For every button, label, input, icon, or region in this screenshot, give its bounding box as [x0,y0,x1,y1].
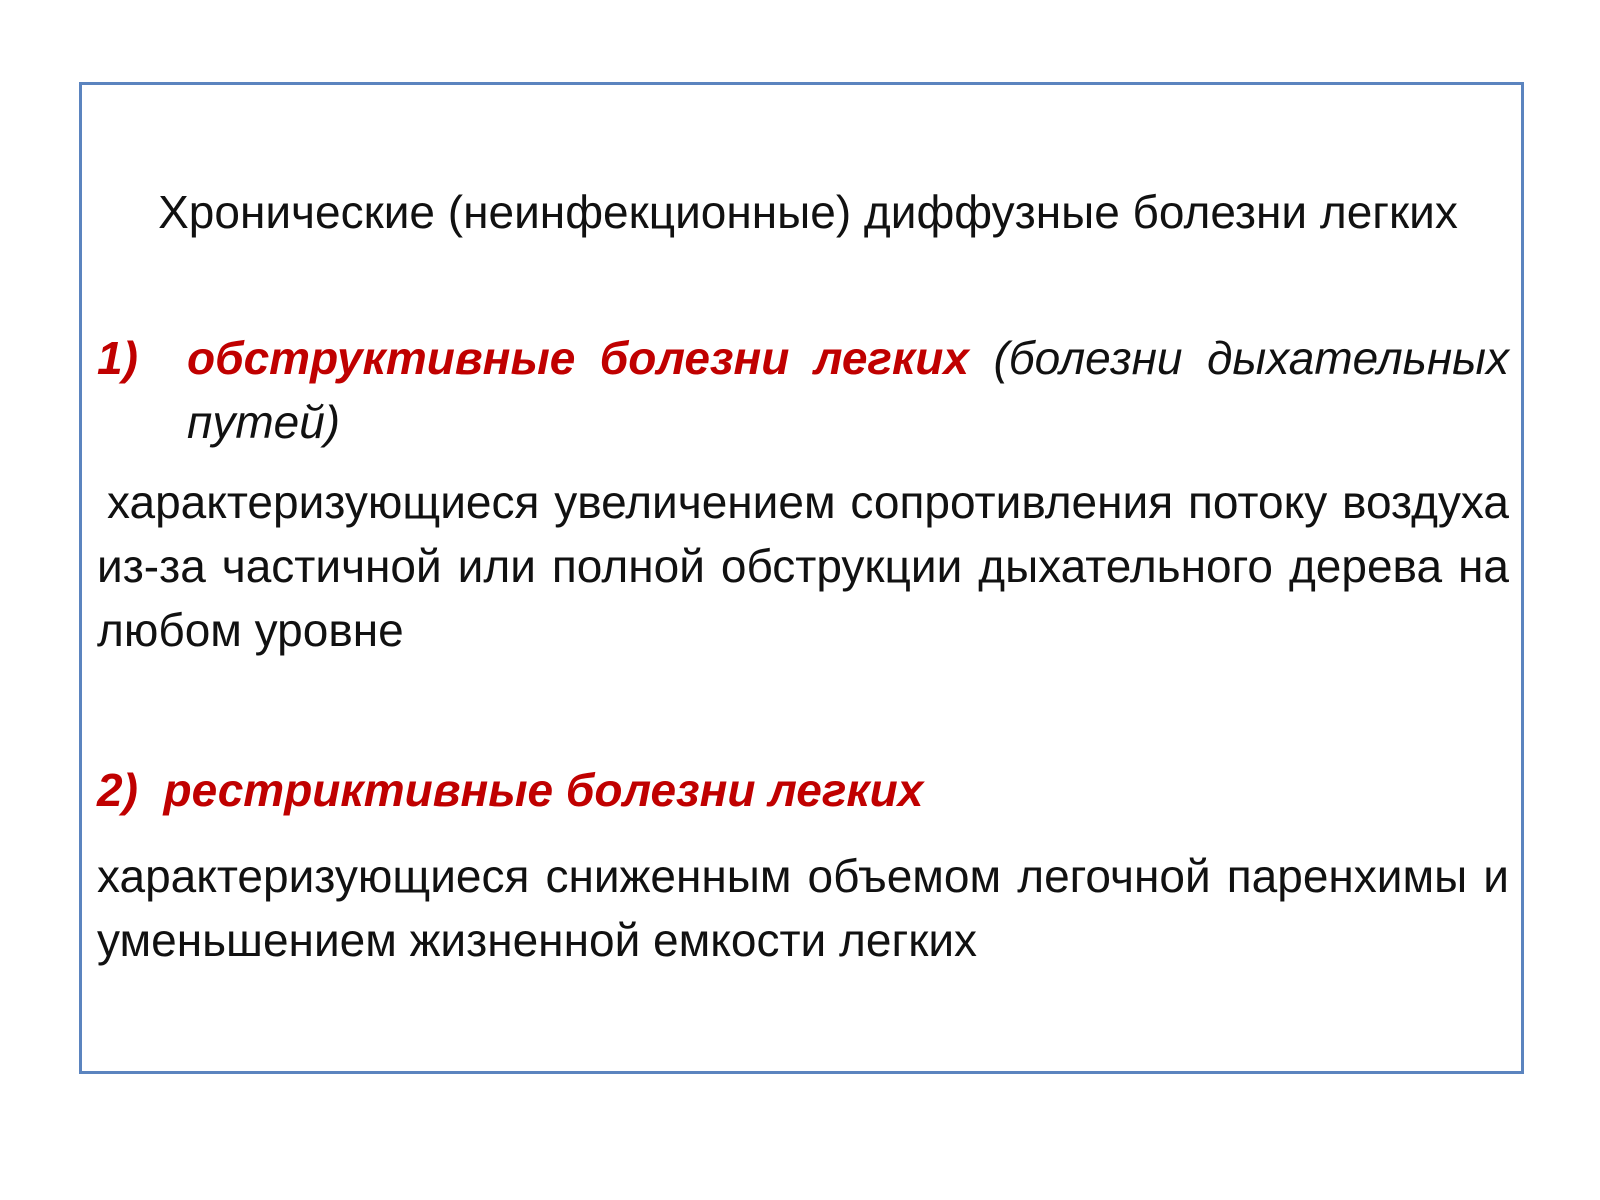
item-description-restrictive: характеризующиеся сниженным объемом легочной паренхимы и уменьшением жизненной емкости легких [97,850,1509,966]
list-item-obstructive [97,326,1509,454]
item-number-2: 2) [97,764,138,816]
item-term-obstructive: обструктивные болезни легких [187,332,969,384]
item-number-1: 1) [97,332,138,384]
item-note-obstructive: (болезни дыхательных путей) [187,332,1510,448]
item-description-obstructive: характеризующиеся увеличением сопротивления потоку воздуха из-за частичной или полной обструкции дыхательного дерева на любом уровне [97,476,1509,656]
slide-content [97,170,1509,972]
slide-title: Хронические (неинфекционные) диффузные болезни легких [158,186,1458,238]
item-term-restrictive: рестриктивные болезни легких [163,764,924,816]
list-item-restrictive [97,758,1509,822]
